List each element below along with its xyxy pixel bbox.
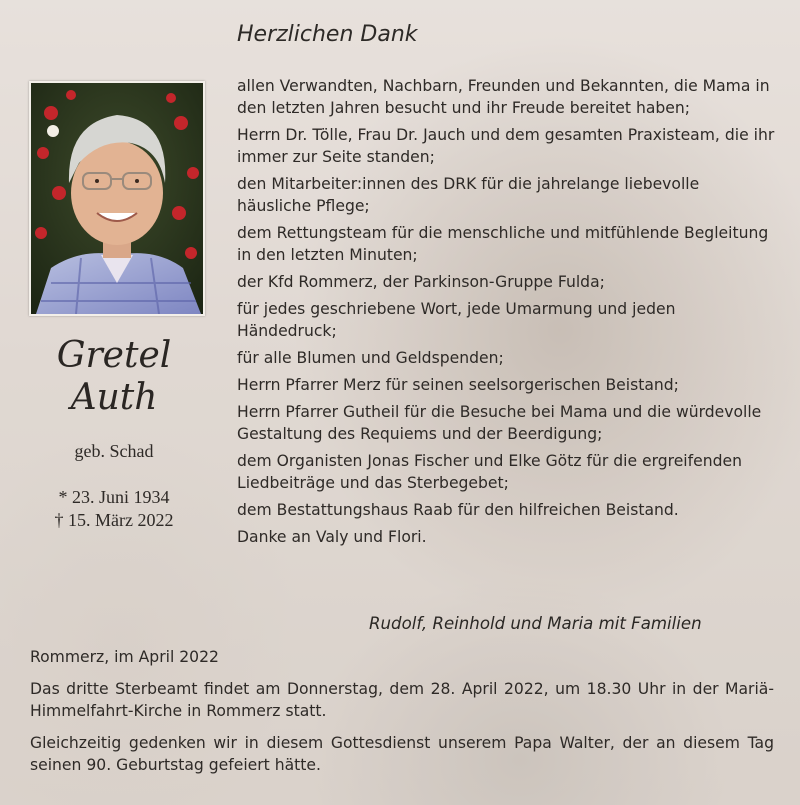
page-title: Herzlichen Dank (237, 22, 418, 47)
remembrance-notice: Gleichzeitig gedenken wir in diesem Gottesdienst unserem Papa Walter, der an diesem Tag seinen 90. Geburtstag gefeiert hätte. (30, 734, 774, 774)
list-item: den Mitarbeiter:innen des DRK für die jahrelange liebevolle häusliche Pflege; (237, 175, 700, 215)
list-item: allen Verwandten, Nachbarn, Freunden und Bekannten, die Mama in den letzten Jahren besucht und ihr Freude bereitet haben; (237, 77, 770, 117)
list-item: dem Organisten Jonas Fischer und Elke Götz für die ergreifenden Liedbeiträge und das Sterbegebet; (237, 452, 742, 492)
list-item: Herrn Pfarrer Merz für seinen seelsorgerischen Beistand; (237, 376, 679, 394)
birth-name: geb. Schad (74, 441, 154, 461)
deceased-first-name: Gretel (56, 335, 172, 376)
list-item: Herrn Pfarrer Gutheil für die Besuche bei Mama und die würdevolle Gestaltung des Requiems und der Beerdigung; (237, 403, 762, 443)
mass-notice: Das dritte Sterbeamt findet am Donnerstag, dem 28. April 2022, um 18.30 Uhr in der Mariä-Himmelfahrt-Kirche in Rommerz statt. (30, 680, 774, 720)
portrait-photo (29, 81, 205, 316)
list-item: Herrn Dr. Tölle, Frau Dr. Jauch und dem gesamten Praxisteam, die ihr immer zur Seite standen; (237, 126, 775, 166)
list-item: dem Bestattungshaus Raab für den hilfreichen Beistand. (237, 501, 679, 519)
deceased-last-name: Auth (70, 377, 158, 418)
list-item: Danke an Valy und Flori. (237, 528, 427, 546)
family-signature: Rudolf, Reinhold und Maria mit Familien (369, 614, 702, 633)
death-date: † 15. März 2022 (54, 510, 174, 530)
list-item: für jedes geschriebene Wort, jede Umarmung und jeden Händedruck; (237, 300, 676, 340)
place-date: Rommerz, im April 2022 (30, 648, 219, 666)
birth-date: * 23. Juni 1934 (58, 487, 170, 507)
life-dates (14, 486, 214, 532)
thanks-list (237, 75, 777, 553)
list-item: dem Rettungsteam für die menschliche und mitfühlende Begleitung in den letzten Minuten; (237, 224, 769, 264)
list-item: der Kfd Rommerz, der Parkinson-Gruppe Fulda; (237, 273, 605, 291)
portrait-icon (31, 83, 203, 314)
list-item: für alle Blumen und Geldspenden; (237, 349, 504, 367)
